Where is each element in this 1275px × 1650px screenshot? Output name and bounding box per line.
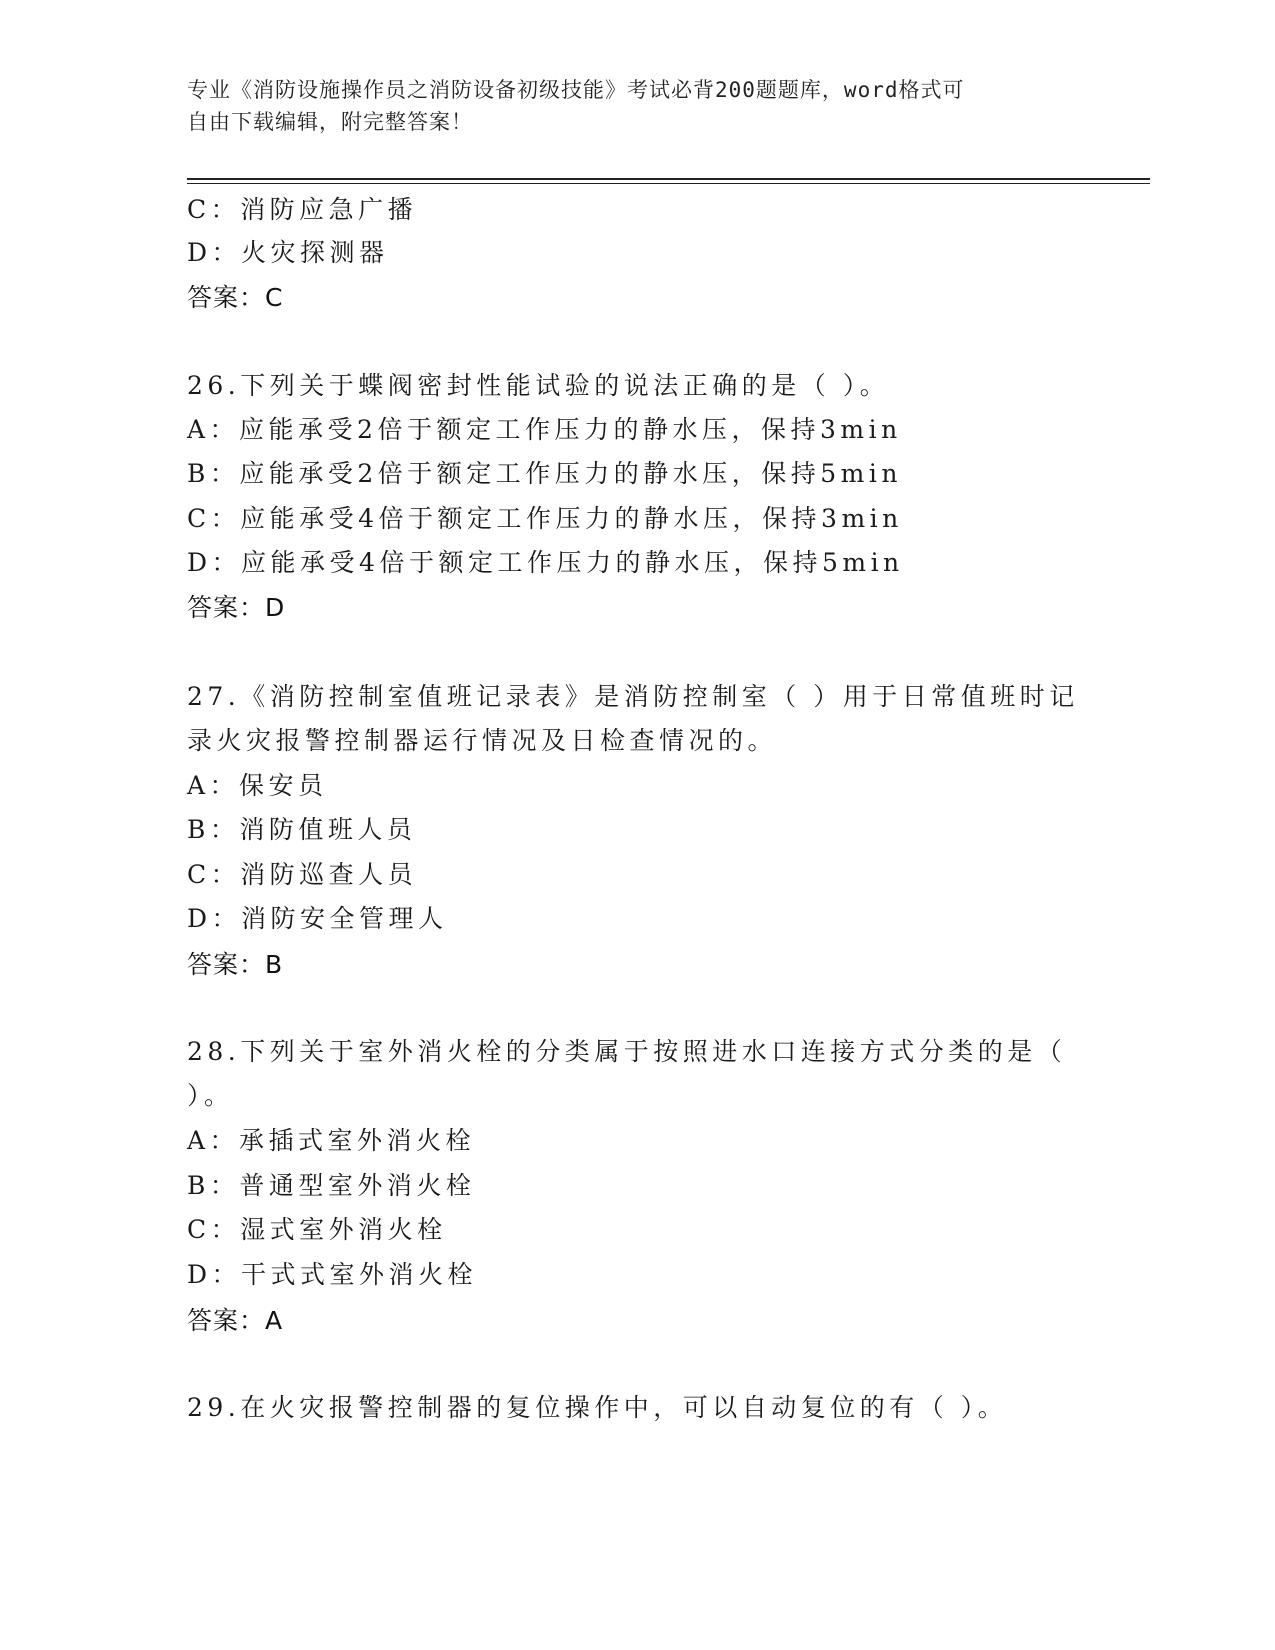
header-line-1: 专业《消防设施操作员之消防设备初级技能》考试必背200题题库，word格式可 bbox=[187, 78, 965, 102]
q28-option-b: B：普通型室外消火栓 bbox=[187, 1171, 476, 1200]
q26-stem: 26.下列关于蝶阀密封性能试验的说法正确的是（ ）。 bbox=[187, 371, 890, 400]
q27-option-d: D：消防安全管理人 bbox=[187, 904, 448, 933]
q26-option-c: C：应能承受4倍于额定工作压力的静水压，保持3min bbox=[187, 504, 903, 533]
header-line-2: 自由下载编辑，附完整答案！ bbox=[187, 110, 473, 134]
q25-option-d: D：火灾探测器 bbox=[187, 238, 389, 267]
header-divider-thick bbox=[187, 178, 1150, 180]
q28-stem-line-2: ）。 bbox=[187, 1081, 234, 1110]
q28-option-c: C：湿式室外消火栓 bbox=[187, 1215, 447, 1244]
q27-answer: 答案：B bbox=[187, 950, 284, 979]
q26-option-a: A：应能承受2倍于额定工作压力的静水压，保持3min bbox=[187, 415, 902, 444]
q27-option-a: A：保安员 bbox=[187, 771, 328, 800]
q28-answer: 答案：A bbox=[187, 1306, 284, 1335]
q27-option-c: C：消防巡查人员 bbox=[187, 860, 418, 889]
q28-option-a: A：承插式室外消火栓 bbox=[187, 1126, 476, 1155]
header-divider-thin bbox=[187, 183, 1150, 184]
q29-stem: 29.在火灾报警控制器的复位操作中，可以自动复位的有（ ）。 bbox=[187, 1393, 1008, 1422]
q25-answer: 答案：C bbox=[187, 283, 284, 312]
document-header bbox=[187, 74, 1087, 138]
q27-stem-line-1: 27.《消防控制室值班记录表》是消防控制室（ ）用于日常值班时记 bbox=[187, 682, 1079, 711]
q28-option-d: D：干式式室外消火栓 bbox=[187, 1260, 478, 1289]
q27-stem-line-2: 录火灾报警控制器运行情况及日检查情况的。 bbox=[187, 726, 778, 755]
q25-option-c: C：消防应急广播 bbox=[187, 195, 418, 224]
q26-option-d: D：应能承受4倍于额定工作压力的静水压，保持5min bbox=[187, 548, 904, 577]
q27-option-b: B：消防值班人员 bbox=[187, 815, 417, 844]
q28-stem-line-1: 28.下列关于室外消火栓的分类属于按照进水口连接方式分类的是（ bbox=[187, 1037, 1067, 1066]
q26-answer: 答案：D bbox=[187, 593, 286, 622]
q26-option-b: B：应能承受2倍于额定工作压力的静水压，保持5min bbox=[187, 459, 902, 488]
